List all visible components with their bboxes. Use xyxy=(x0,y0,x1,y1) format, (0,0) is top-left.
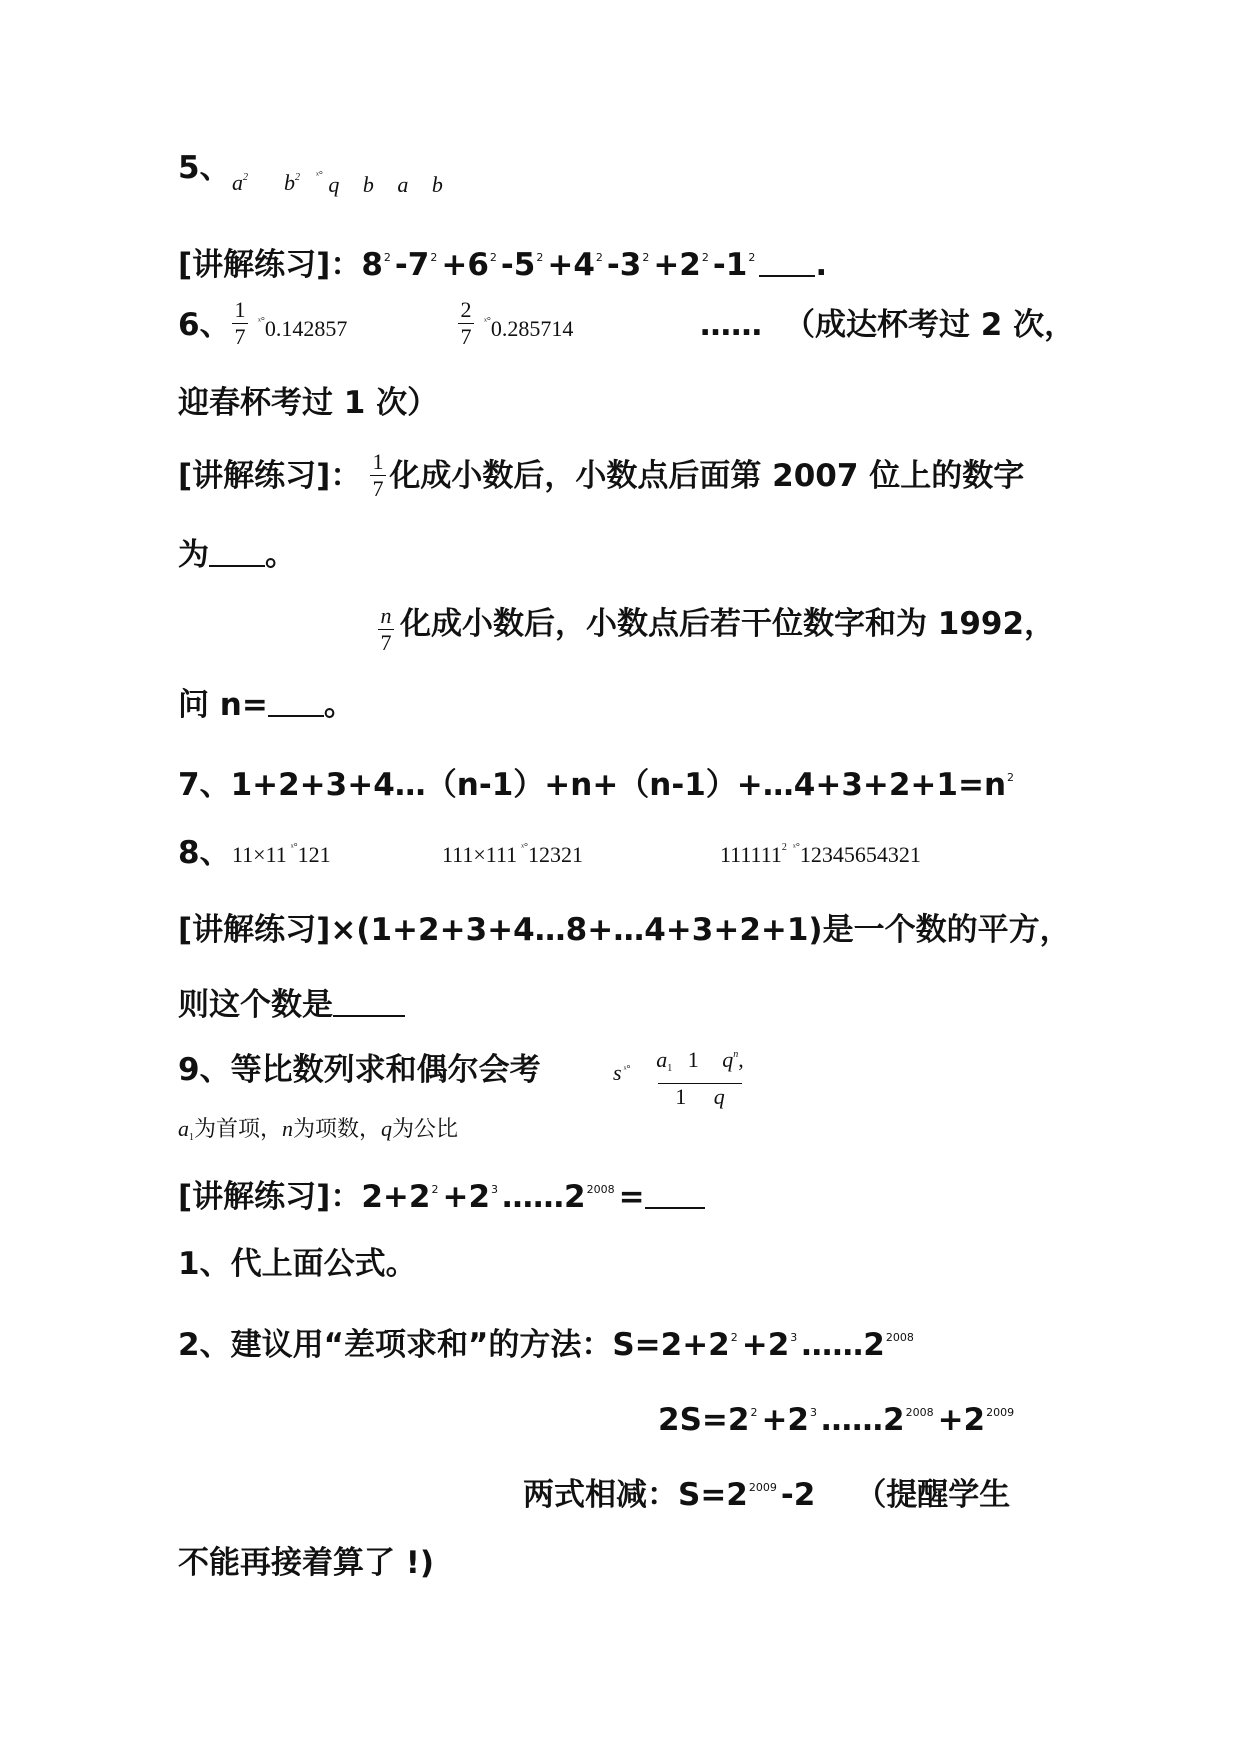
geometric-sum-formula xyxy=(613,1060,632,1086)
practice-square-answer xyxy=(178,985,405,1025)
expression: 111111 xyxy=(720,842,782,867)
term: +4 xyxy=(547,247,595,283)
subtract-result xyxy=(523,1468,1010,1515)
term: ……2 xyxy=(502,1179,586,1215)
term: -7 xyxy=(394,247,430,283)
decimal-value: 0.142857 xyxy=(264,316,348,341)
exponent: 2 xyxy=(431,1183,439,1196)
subscript: 1 xyxy=(189,1132,194,1143)
term: -1 xyxy=(712,247,748,283)
method-2-double xyxy=(658,1393,1018,1440)
item-6 xyxy=(178,305,231,345)
answer-blank xyxy=(333,1015,405,1017)
fraction-1-7 xyxy=(232,298,248,349)
reminder-note: （提醒学生 xyxy=(855,1477,1011,1513)
result: 12345654321 xyxy=(799,842,921,867)
example-111111 xyxy=(720,842,921,868)
formula-text: 7、1+2+3+4…（n-1）+n+（n-1）+…4+3+2+1=n xyxy=(178,767,1007,803)
var-a: a xyxy=(178,1116,189,1141)
var-a: a xyxy=(397,172,409,197)
formula-rest xyxy=(316,170,443,198)
var-q: q xyxy=(328,172,340,197)
exponent: 2 xyxy=(1007,771,1015,784)
item-number: 6、 xyxy=(178,307,231,343)
competition-note xyxy=(700,305,1075,345)
result: 12321 xyxy=(528,842,584,867)
item-7 xyxy=(178,758,1018,805)
answer-blank xyxy=(209,565,265,567)
numerator: 1 xyxy=(234,297,246,322)
reminder-continued: 不能再接着算了 !) xyxy=(178,1545,435,1581)
var-a: a xyxy=(656,1047,668,1072)
var-s: s xyxy=(613,1060,622,1085)
exponent: 3 xyxy=(790,1331,798,1344)
exponent: 2 xyxy=(781,842,787,853)
method-2 xyxy=(178,1318,918,1365)
fraction-n-7 xyxy=(378,604,394,655)
approx-symbol: ˣ° xyxy=(792,842,800,853)
practice-power-sum xyxy=(178,1170,705,1217)
exponent: 2008 xyxy=(586,1183,615,1196)
denominator: 7 xyxy=(460,324,472,349)
var-b: b xyxy=(284,170,295,195)
comma: , xyxy=(738,1047,744,1072)
approx-symbol: ˣ° xyxy=(290,842,298,853)
numerator: n xyxy=(380,603,392,628)
example-111 xyxy=(442,842,583,868)
fraction-2-7 xyxy=(458,298,474,349)
term: +2 xyxy=(761,1402,809,1438)
var-n: n xyxy=(282,1116,294,1141)
practice-decimal-digit xyxy=(178,456,1024,496)
exponent: 2 xyxy=(730,1331,738,1344)
var-q: q xyxy=(381,1116,393,1141)
geometric-fraction xyxy=(652,1042,748,1110)
method-text: 2、建议用“差项求和”的方法：S=2+2 xyxy=(178,1327,730,1363)
formula-a2 xyxy=(232,170,248,196)
decimal-value: 0.285714 xyxy=(490,316,574,341)
one: 1 xyxy=(687,1047,699,1072)
decimal-2-7 xyxy=(484,316,573,342)
exponent: 2 xyxy=(295,172,300,183)
variable-definitions xyxy=(178,1112,458,1143)
exponent: 2009 xyxy=(986,1406,1015,1419)
item-5 xyxy=(178,148,231,188)
suffix: 。 xyxy=(265,537,296,573)
subscript: 1 xyxy=(667,1063,673,1074)
definition-text: 为首项， xyxy=(194,1116,283,1141)
exponent: 2 xyxy=(430,251,438,264)
item-number: 8、 xyxy=(178,835,231,871)
exponent: 2 xyxy=(595,251,603,264)
definition-text: 为公比 xyxy=(392,1116,459,1141)
method-1: 1、代上面公式。 xyxy=(178,1246,417,1282)
item-9: 9、等比数列求和偶尔会考 xyxy=(178,1052,541,1088)
term: -2 xyxy=(780,1477,816,1513)
ellipsis: …… xyxy=(700,307,762,343)
exponent: 2 xyxy=(536,251,544,264)
result: 121 xyxy=(297,842,331,867)
question-text: 化成小数后，小数点后面第 2007 位上的数字 xyxy=(389,458,1025,494)
practice-label: [讲解练习]： xyxy=(178,1179,362,1215)
prefix: 则这个数是 xyxy=(178,987,333,1023)
exponent: n xyxy=(733,1049,739,1060)
exponent: 3 xyxy=(810,1406,817,1419)
var-a: a xyxy=(232,170,243,195)
denominator: 7 xyxy=(234,324,246,349)
exponent: 2008 xyxy=(885,1331,914,1344)
approx-symbol: ˣ° xyxy=(484,316,491,327)
note-text: （成达杯考过 2 次， xyxy=(784,307,1076,343)
approx-symbol: ˣ° xyxy=(521,842,529,853)
exponent: 2 xyxy=(383,251,391,264)
one: 1 xyxy=(675,1084,687,1109)
answer-blank xyxy=(268,715,324,717)
decimal-1-7 xyxy=(258,316,347,342)
var-q: q xyxy=(722,1047,734,1072)
exponent: 3 xyxy=(491,1183,499,1196)
definition-text: 为项数， xyxy=(293,1116,382,1141)
ask-n xyxy=(178,685,355,725)
note-continued: 迎春杯考过 1 次） xyxy=(178,385,439,421)
prefix: 为 xyxy=(178,537,209,573)
item-8 xyxy=(178,833,231,873)
formula-b2 xyxy=(284,170,300,196)
var-q: q xyxy=(713,1084,725,1109)
term: +2 xyxy=(937,1402,986,1438)
term: +2 xyxy=(653,247,701,283)
exponent: 2009 xyxy=(748,1481,777,1494)
term: 2S=2 xyxy=(658,1402,750,1438)
equals: = xyxy=(618,1179,645,1215)
suffix: 。 xyxy=(323,687,355,723)
practice-squares xyxy=(178,238,827,285)
term: -5 xyxy=(500,247,536,283)
approx-symbol: ˣ° xyxy=(623,1064,631,1075)
denominator: 7 xyxy=(380,630,392,655)
answer-blank xyxy=(759,275,815,277)
numerator: 2 xyxy=(460,297,472,322)
term: +2 xyxy=(741,1327,790,1363)
practice-label: [讲解练习]： xyxy=(178,458,362,494)
term: +2 xyxy=(442,1179,491,1215)
var-b: b xyxy=(431,172,443,197)
exponent: 2 xyxy=(642,251,650,264)
answer-line xyxy=(178,535,296,575)
item-number: 5、 xyxy=(178,150,231,186)
prefix: 问 n= xyxy=(178,687,268,723)
exponent: 2 xyxy=(750,1406,758,1419)
answer-blank xyxy=(645,1207,705,1209)
example-11 xyxy=(232,842,331,868)
exponent: 2008 xyxy=(905,1406,934,1419)
result-text: 两式相减：S=2 xyxy=(523,1477,748,1513)
exponent: 2 xyxy=(489,251,497,264)
practice-label: [讲解练习]： xyxy=(178,247,362,283)
expression: 11×11 xyxy=(232,842,287,867)
fraction-1-7 xyxy=(370,450,386,501)
term: +2 xyxy=(382,1179,431,1215)
practice-square: [讲解练习]×(1+2+3+4…8+…4+3+2+1)是一个数的平方， xyxy=(178,912,1071,948)
term: +6 xyxy=(441,247,489,283)
term: ……2 xyxy=(801,1327,885,1363)
term: 2 xyxy=(361,1179,383,1215)
exponent: 2 xyxy=(243,172,248,183)
digit-sum-question: 化成小数后，小数点后若干位数字和为 1992， xyxy=(400,606,1056,642)
var-b: b xyxy=(362,172,374,197)
denominator: 7 xyxy=(372,476,384,501)
numerator: 1 xyxy=(372,449,384,474)
approx-symbol: ˣ° xyxy=(316,170,323,181)
term: -3 xyxy=(606,247,642,283)
exponent: 2 xyxy=(748,251,756,264)
term: 8 xyxy=(361,247,383,283)
expression: 111×111 xyxy=(442,842,518,867)
term: ……2 xyxy=(821,1402,905,1438)
approx-symbol: ˣ° xyxy=(258,316,265,327)
period: . xyxy=(815,247,828,283)
exponent: 2 xyxy=(701,251,709,264)
